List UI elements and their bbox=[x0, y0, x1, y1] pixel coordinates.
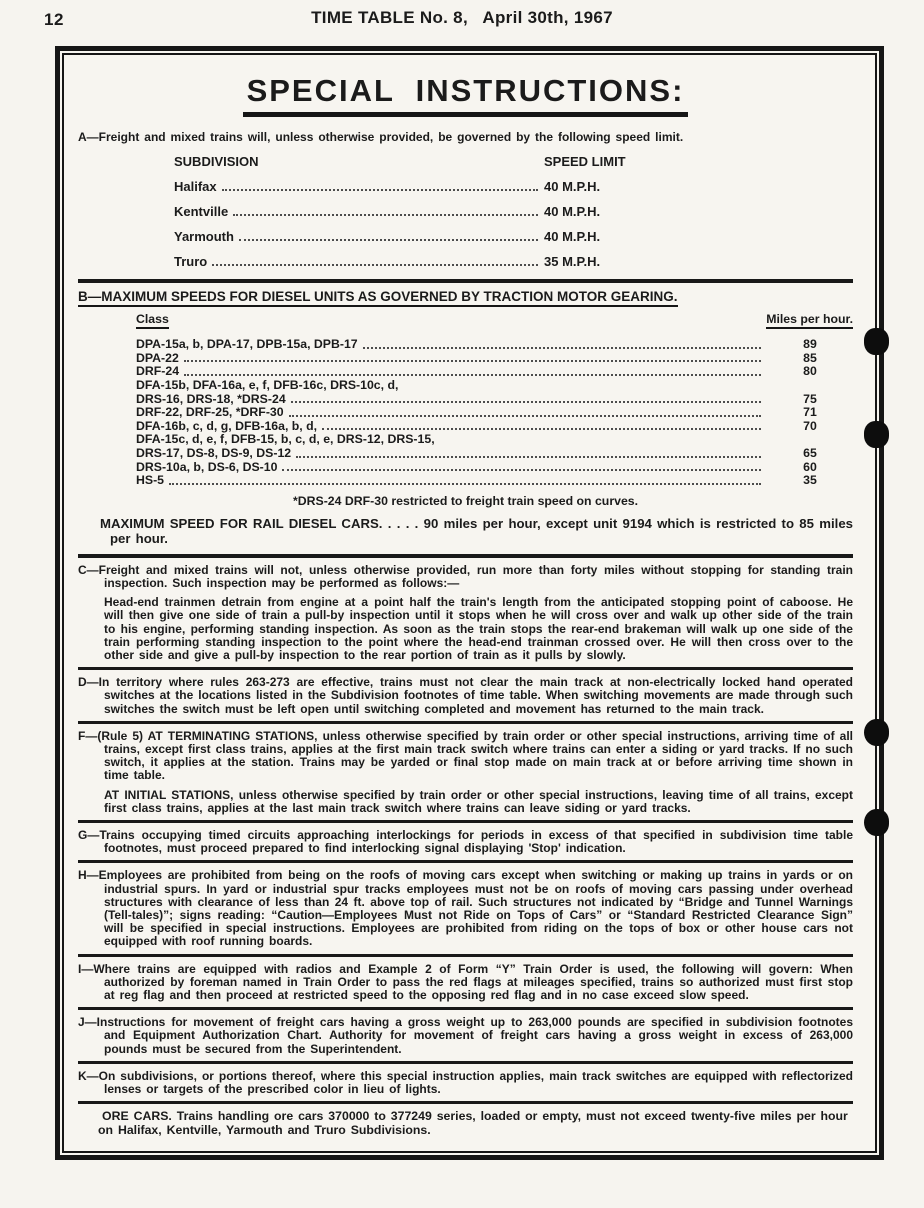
speed-limit-value: 40 M.P.H. bbox=[544, 229, 601, 245]
table-row bbox=[136, 338, 853, 352]
mph-value: 75 bbox=[803, 391, 817, 406]
punch-hole bbox=[864, 719, 889, 746]
table-row bbox=[136, 447, 853, 461]
punch-hole bbox=[864, 328, 889, 355]
dot-leader bbox=[184, 374, 761, 376]
section-i-para1: I—Where trains are equipped with radios and Example 2 of Form “Y” Train Order is used, the following will govern: When authorized by foreman named in Train Order to pass the red flags at mileages specified, trains so authorized must first stop at reg flag and then proceed at restricted speed to the opposing red flag and in no case exceed slow speed. bbox=[78, 961, 853, 1003]
dot-leader bbox=[322, 428, 761, 430]
section-divider bbox=[78, 279, 853, 283]
page-title: TIME TABLE No. 8, April 30th, 1967 bbox=[311, 8, 613, 27]
table-row bbox=[136, 433, 853, 447]
col-class: Class bbox=[136, 312, 169, 329]
special-instructions-inner bbox=[62, 53, 877, 1153]
max-speed-note: MAXIMUM SPEED FOR RAIL DIESEL CARS. . . . . 90 miles per hour, except unit 9194 which is restricted to 85 miles per hour. bbox=[100, 515, 853, 546]
mph-value: 80 bbox=[803, 364, 817, 379]
table-row bbox=[136, 474, 853, 488]
section-divider bbox=[78, 954, 853, 957]
section-g-para1: G—Trains occupying timed circuits approaching interlockings for periods in excess of that specified in subdivision time table footnotes, must proceed prepared to find interlocking signal displaying 'Stop' indication. bbox=[78, 827, 853, 856]
section-divider bbox=[78, 820, 853, 823]
col-miles-per-hour: Miles per hour. bbox=[766, 312, 853, 329]
subdivision-name: Yarmouth bbox=[174, 229, 234, 245]
class-list: DRS-10a, b, DS-6, DS-10 bbox=[136, 459, 278, 474]
mph-value: 89 bbox=[803, 337, 817, 352]
header-spacer bbox=[169, 312, 766, 329]
section-j-para1: J—Instructions for movement of freight cars having a gross weight up to 263,000 pounds are specified in subdivision footnotes and Equipment Authorization Chart. Authority for movement of freight cars having a gross weight in excess of 263,000 pounds must be secured from the Superintendent. bbox=[78, 1015, 853, 1056]
speed-limit-value: 40 M.P.H. bbox=[544, 179, 601, 195]
section-divider bbox=[78, 860, 853, 863]
punch-hole bbox=[864, 421, 889, 448]
mph-value: 70 bbox=[803, 418, 817, 433]
section-a-table bbox=[174, 154, 654, 269]
dot-leader bbox=[289, 415, 761, 417]
dot-leader bbox=[184, 360, 761, 362]
table-row bbox=[136, 406, 853, 420]
page-header bbox=[0, 8, 924, 38]
section-divider bbox=[78, 1061, 853, 1064]
subdivision-name: Halifax bbox=[174, 179, 217, 195]
dot-leader bbox=[169, 483, 761, 485]
section-b-footnote: *DRS-24 DRF-30 restricted to freight train speed on curves. bbox=[292, 493, 639, 508]
mph-value: 85 bbox=[803, 350, 817, 365]
subdivision-name: Truro bbox=[174, 254, 208, 270]
section-f-para2: AT INITIAL STATIONS, unless otherwise specified by train order or other special instructions, leaving time of all trains, except first class trains, applies at the last main track switch where trains can leave siding or yard tracks. bbox=[104, 787, 853, 815]
section-b-table bbox=[136, 312, 853, 488]
section-divider bbox=[78, 667, 853, 670]
punch-hole bbox=[864, 809, 889, 836]
table-row bbox=[136, 352, 853, 366]
table-row bbox=[136, 461, 853, 475]
dot-leader bbox=[282, 469, 761, 471]
class-list: DRF-22, DRF-25, *DRF-30 bbox=[136, 405, 284, 420]
speed-limit-value: 35 M.P.H. bbox=[544, 254, 601, 270]
section-b-heading-text: B—MAXIMUM SPEEDS FOR DIESEL UNITS AS GOVERNED BY TRACTION MOTOR GEARING. bbox=[78, 289, 678, 307]
section-a-text: A—Freight and mixed trains will, unless otherwise provided, be governed by the following speed limit. bbox=[78, 130, 684, 144]
section-b-table-header bbox=[136, 312, 853, 329]
class-list: DRS-17, DS-8, DS-9, DS-12 bbox=[136, 445, 292, 460]
dot-leader bbox=[212, 264, 538, 266]
section-d-para1: D—In territory where rules 263-273 are effective, trains must not clear the main track at non-electrically locked hand operated switches at the locations listed in the Subdivision footnotes of time table. When switching movements are made through such switches the switch must be left open until switching completed and movement has returned to the main track. bbox=[78, 675, 853, 716]
class-list: DPA-22 bbox=[136, 350, 179, 365]
dot-leader bbox=[239, 239, 538, 241]
dot-leader bbox=[291, 401, 761, 403]
class-list: HS-5 bbox=[136, 473, 165, 488]
col-speed-limit: SPEED LIMIT bbox=[544, 154, 626, 170]
ore-cars-note: ORE CARS. Trains handling ore cars 370000 to 377249 series, loaded or empty, must not exceed twenty-five miles per hour on Halifax, Kentville, Yarmouth and Truro Subdivisions. bbox=[98, 1109, 848, 1137]
speed-limit-value: 40 M.P.H. bbox=[544, 204, 601, 220]
mph-value: 35 bbox=[803, 473, 817, 488]
class-list: DRF-24 bbox=[136, 364, 180, 379]
table-row bbox=[136, 365, 853, 379]
class-list: DPA-15a, b, DPA-17, DPB-15a, DPB-17 bbox=[136, 337, 358, 352]
class-list: DFA-15c, d, e, f, DFB-15, b, c, d, e, DRS-12, DRS-15, bbox=[136, 432, 435, 447]
section-divider bbox=[78, 1007, 853, 1010]
main-heading-text: SPECIAL INSTRUCTIONS: bbox=[243, 73, 689, 117]
section-k-para1: K—On subdivisions, or portions thereof, where this special instruction applies, main track switches are equipped with reflectorized lenses or targets of the prescribed color in lieu of lights. bbox=[78, 1068, 853, 1097]
dot-leader bbox=[222, 189, 538, 191]
mph-value: 65 bbox=[803, 445, 817, 460]
section-c-para1: C—Freight and mixed trains will not, unless otherwise provided, run more than forty miles without stopping for standing train inspection. Such inspection may be performed as follows:— bbox=[78, 562, 853, 590]
mph-value: 71 bbox=[803, 405, 817, 420]
section-c-para2: Head-end trainmen detrain from engine at a point half the train's length from the anticipated stopping point of caboose. He will then give one side of train a pull-by inspection until it stops when he will cross over and walk up other side of the train to his engine, performing standing inspection. As soon as the train stops the rear-end brakeman will walk up one side of the train performing standing inspection to the point where the head-end trainman crossed over. He will then cross over to the other side and give a pull-by inspection to the rear portion of train as it pulls by slowly. bbox=[104, 595, 853, 662]
table-row bbox=[174, 254, 654, 269]
section-divider bbox=[78, 721, 853, 724]
section-divider bbox=[78, 554, 853, 558]
table-row bbox=[136, 379, 853, 393]
main-heading bbox=[78, 73, 853, 117]
special-instructions-box bbox=[55, 46, 884, 1160]
section-h-para1: H—Employees are prohibited from being on the roofs of moving cars except when switching or making up trains in yards or on industrial spurs. In yard or industrial spur tracks employees must not be on roofs of moving cars passing under overhead structures with clearance of less than 24 ft. above top of rail. Such structures not indicated by “Bridge and Tunnel Warnings (Tell-tales)”; signs reading: “Caution—Employees Must not Ride on Tops of Cars” or “Standard Restricted Clearance Sign” will be specified in special instructions. Employees are prohibited from riding on the tops of box or other house cars not equipped with roof running boards. bbox=[78, 868, 853, 949]
section-divider bbox=[78, 1101, 853, 1104]
section-a-table-header bbox=[174, 154, 654, 169]
table-row bbox=[174, 204, 654, 219]
section-b-heading bbox=[78, 289, 853, 304]
table-row bbox=[174, 179, 654, 194]
section-f-para1: F—(Rule 5) AT TERMINATING STATIONS, unless otherwise specified by train order or other special instructions, arriving time of all trains, except first class trains, applies at the first main track switch where trains can enter a siding or yard tracks. If no such switch, it applies at the station. Trains may be yarded or final stop made on main track at or before arriving time shown in time table. bbox=[78, 728, 853, 783]
class-list: DRS-16, DRS-18, *DRS-24 bbox=[136, 391, 286, 406]
class-list: DFA-15b, DFA-16a, e, f, DFB-16c, DRS-10c, d, bbox=[136, 377, 399, 392]
subdivision-name: Kentville bbox=[174, 204, 229, 220]
mph-value: 60 bbox=[803, 459, 817, 474]
dot-leader bbox=[296, 456, 761, 458]
page-number: 12 bbox=[44, 10, 64, 29]
table-row bbox=[136, 393, 853, 407]
table-row bbox=[136, 420, 853, 434]
dot-leader bbox=[233, 214, 538, 216]
dot-leader bbox=[363, 347, 761, 349]
col-subdivision: SUBDIVISION bbox=[174, 154, 259, 170]
class-list: DFA-16b, c, d, g, DFB-16a, b, d, bbox=[136, 418, 318, 433]
table-row bbox=[174, 229, 654, 244]
